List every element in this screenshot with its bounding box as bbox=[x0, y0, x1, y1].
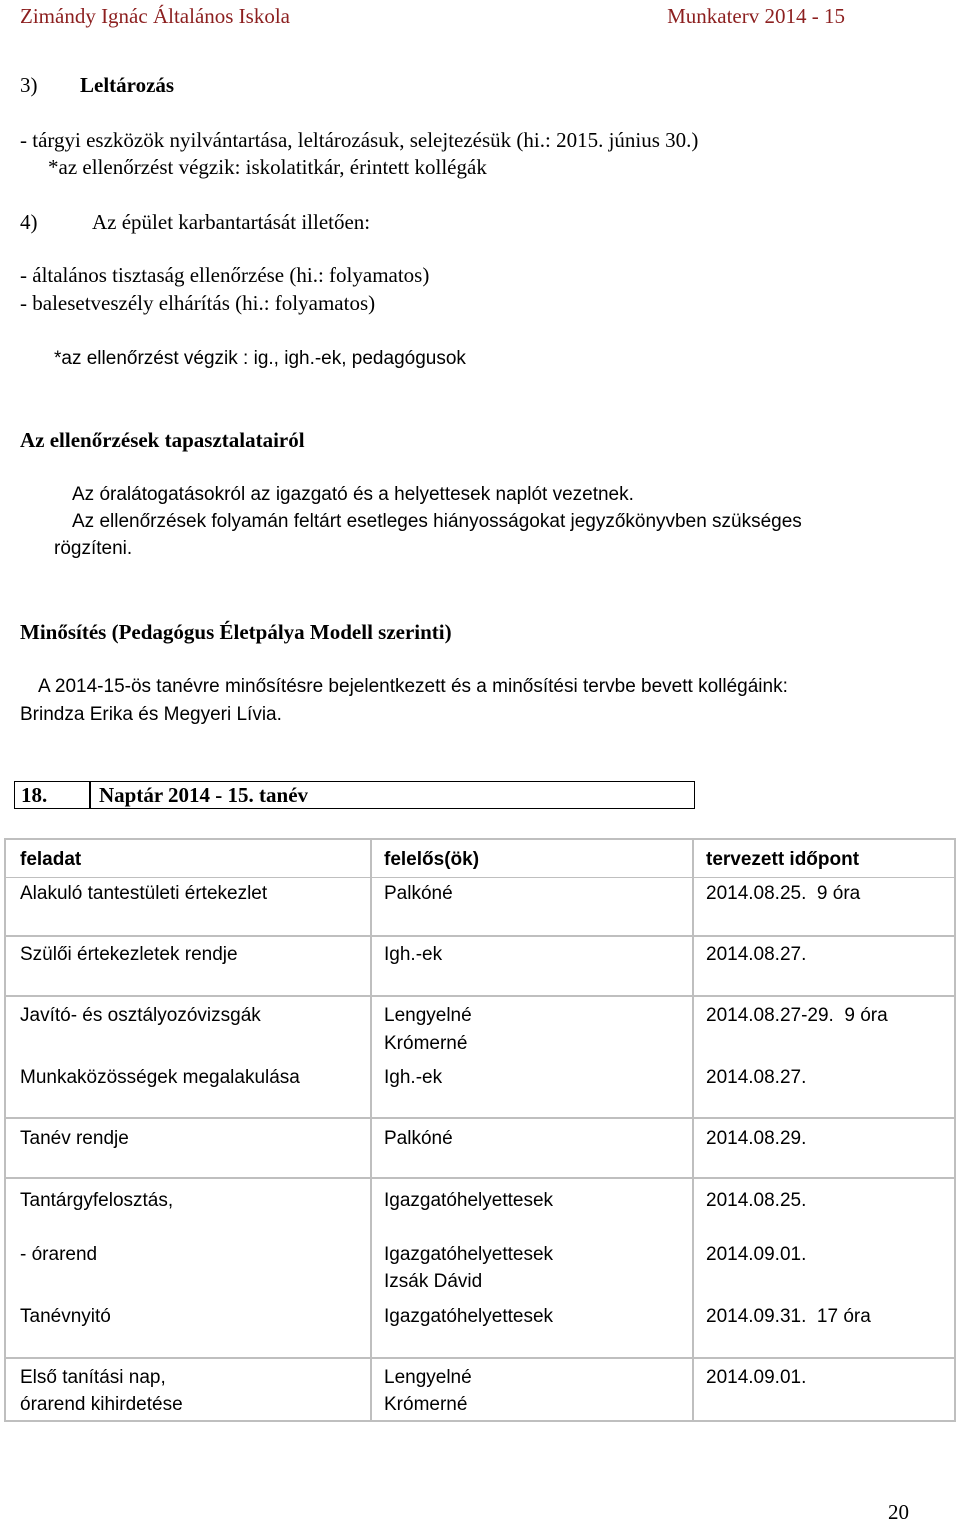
grid-line bbox=[4, 995, 956, 997]
table-cell: Igh.-ek bbox=[384, 944, 443, 965]
column-header-date: tervezett időpont bbox=[706, 849, 860, 870]
table-cell: 2014.08.25. bbox=[706, 1190, 807, 1211]
table-cell: Tanévnyitó bbox=[20, 1306, 111, 1327]
page-number: 20 bbox=[888, 1500, 909, 1522]
grid-line bbox=[4, 838, 956, 840]
section-4-number: 4) bbox=[20, 210, 38, 234]
experiences-line-3: rögzíteni. bbox=[54, 538, 133, 559]
running-header bbox=[20, 4, 845, 30]
table-cell: órarend kihirdetése bbox=[20, 1394, 183, 1415]
qualification-line-2: Brindza Erika és Megyeri Lívia. bbox=[20, 704, 282, 725]
table-cell: Munkaközösségek megalakulása bbox=[20, 1067, 300, 1088]
table-cell: Tantárgyfelosztás, bbox=[20, 1190, 174, 1211]
experiences-line-1: Az óralátogatásokról az igazgató és a helyettesek naplót vezetnek. bbox=[72, 484, 634, 505]
grid-line bbox=[954, 838, 956, 1421]
grid-line bbox=[4, 1420, 956, 1422]
table-cell: Első tanítási nap, bbox=[20, 1367, 166, 1388]
table-cell: Igazgatóhelyettesek bbox=[384, 1244, 554, 1265]
qualification-title: Minősítés (Pedagógus Életpálya Modell szerinti) bbox=[20, 620, 452, 644]
section-3-line-1: - tárgyi eszközök nyilvántartása, leltározásuk, selejtezésük (hi.: 2015. június 30.) bbox=[20, 128, 699, 152]
column-header-responsible: felelős(ök) bbox=[384, 849, 480, 870]
section-18-title: Naptár 2014 - 15. tanév bbox=[99, 783, 309, 807]
grid-line bbox=[4, 877, 956, 878]
column-header-task: feladat bbox=[20, 849, 82, 870]
table-cell: Krómerné bbox=[384, 1033, 468, 1054]
table-cell: Tanév rendje bbox=[20, 1128, 129, 1149]
table-cell: Alakuló tantestületi értekezlet bbox=[20, 883, 268, 904]
grid-line bbox=[4, 1177, 956, 1179]
heading-divider bbox=[89, 782, 91, 808]
table-cell: 2014.08.25. 9 óra bbox=[706, 883, 861, 904]
table-cell: Izsák Dávid bbox=[384, 1271, 483, 1292]
table-cell: 2014.08.29. bbox=[706, 1128, 807, 1149]
table-cell: 2014.08.27. bbox=[706, 1067, 807, 1088]
grid-line bbox=[4, 1357, 956, 1359]
section-18-number: 18. bbox=[21, 783, 48, 807]
section-4-title: Az épület karbantartását illetően: bbox=[92, 210, 371, 234]
grid-line bbox=[370, 838, 372, 1421]
table-cell: 2014.08.27. bbox=[706, 944, 807, 965]
section-18-heading bbox=[14, 781, 695, 809]
grid-line bbox=[4, 838, 6, 1421]
table-cell: Lengyelné bbox=[384, 1367, 472, 1388]
table-cell: 2014.09.31. 17 óra bbox=[706, 1306, 871, 1327]
section-4-item-2: - balesetveszély elhárítás (hi.: folyamatos) bbox=[20, 291, 376, 315]
table-cell: Igh.-ek bbox=[384, 1067, 443, 1088]
table-cell: Palkóné bbox=[384, 883, 453, 904]
table-cell: Lengyelné bbox=[384, 1005, 472, 1026]
section-3-title: Leltározás bbox=[80, 73, 175, 97]
table-cell: 2014.08.27-29. 9 óra bbox=[706, 1005, 888, 1026]
section-4-note: *az ellenőrzést végzik : ig., igh.-ek, pedagógusok bbox=[54, 348, 466, 369]
qualification-line-1: A 2014-15-ös tanévre minősítésre bejelentkezett és a minősítési tervbe bevett kollégáink: bbox=[38, 676, 788, 697]
grid-line bbox=[4, 935, 956, 937]
experiences-line-2: Az ellenőrzések folyamán feltárt esetleges hiányosságokat jegyzőkönyvben szükséges bbox=[72, 511, 802, 532]
grid-line bbox=[692, 838, 694, 1421]
table-cell: Igazgatóhelyettesek bbox=[384, 1190, 554, 1211]
document-title: Munkaterv 2014 - 15 bbox=[667, 4, 845, 28]
table-cell: Palkóné bbox=[384, 1128, 453, 1149]
experiences-title: Az ellenőrzések tapasztalatairól bbox=[20, 428, 305, 452]
table-cell: 2014.09.01. bbox=[706, 1367, 807, 1388]
school-name: Zimándy Ignác Általános Iskola bbox=[20, 4, 291, 28]
table-cell: Szülői értekezletek rendje bbox=[20, 944, 238, 965]
section-3-number: 3) bbox=[20, 73, 38, 97]
section-3-line-2: *az ellenőrzést végzik: iskolatitkár, érintett kollégák bbox=[48, 155, 487, 179]
table-cell: Igazgatóhelyettesek bbox=[384, 1306, 554, 1327]
section-4-item-1: - általános tisztaság ellenőrzése (hi.: folyamatos) bbox=[20, 263, 430, 287]
table-cell: 2014.09.01. bbox=[706, 1244, 807, 1265]
table-cell: Javító- és osztályozóvizsgák bbox=[20, 1005, 261, 1026]
table-cell: Krómerné bbox=[384, 1394, 468, 1415]
grid-line bbox=[4, 1117, 956, 1119]
table-cell: - órarend bbox=[20, 1244, 98, 1265]
